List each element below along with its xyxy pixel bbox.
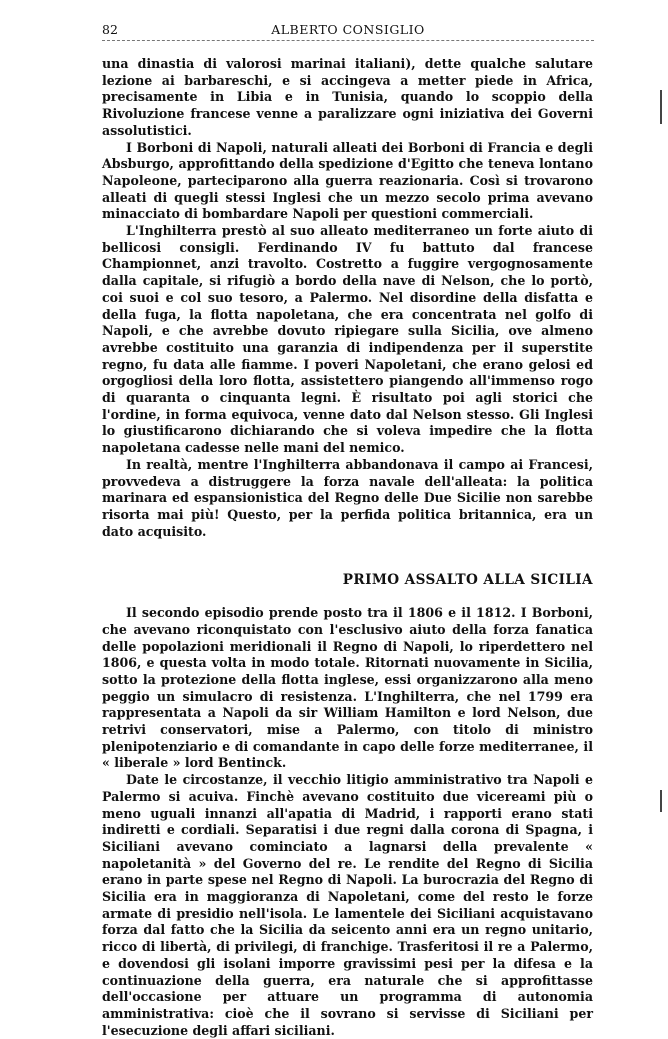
paragraph: L'Inghilterra prestò al suo alleato mediterraneo un forte aiuto di bellicosi consigli. Ferdinando IV fu battuto dal francese Championnet, anzi travolto. Costretto a fuggire vergognosamente dalla capitale, si rifugiò a bordo della nave di Nelson, che lo portò, coi suoi e col suo tesoro, a Palermo. Nel disordine della disfatta e della fuga, la flotta napoletana, che era concentrata nel golfo di Napoli, e che avrebbe dovuto ripiegare sulla Sicilia, ove almeno avrebbe costituito una garanzia di indipendenza per il superstite regno, fu data alle fiamme. I poveri Napoletani, che erano gelosi ed orgogliosi della loro flotta, assistettero piangendo all'immenso rogo di quaranta o cinquanta legni. È risultato poi agli storici che l'ordine, in forma equivoca, venne dato dal Nelson stesso. Gli Inglesi lo giustificarono dichiarando che si voleva impedire che la flotta napoletana cadesse nelle mani del nemico. xyxy=(102,223,593,456)
paragraph: Date le circostanze, il vecchio litigio amministrativo tra Napoli e Palermo si acuiva. Finchè avevano costituito due vicereami più o meno uguali innanzi all'apatia di Madrid, i rapporti erano stati indiretti e cordiali. Separatisi i due regni dalla corona di Spagna, i Siciliani avevano cominciato a lagnarsi della prevalente « napoletanità » del Governo del re. Le rendite del Regno di Sicilia erano in parte spese nel Regno di Napoli. La burocrazia del Regno di Sicilia era in maggioranza di Napoletani, come del resto le forze armate di presidio nell'isola. Le lamentele dei Siciliani acquistavano forza dal fatto che la Sicilia da seicento anni era un regno unitario, ricco di libertà, di privilegi, di franchige. Trasferitosi il re a Palermo, e dovendosi gli isolani imporre gravissimi pesi per la difesa e la continuazione della guerra, era naturale che si approfittasse dell'occasione per attuare un programma di autonomia amministrativa: cioè che il sovrano si servisse di Siciliani per l'esecuzione degli affari siciliani. xyxy=(102,772,593,1038)
page-number: 82 xyxy=(102,22,118,37)
paragraph: In realtà, mentre l'Inghilterra abbandonava il campo ai Francesi, provvedeva a distruggere la forza navale dell'alleata: la politica marinara ed espansionistica del Regno delle Due Sicilie non sarebbe risorta mai più! Questo, per la perfida politica britannica, era un dato acquisito. xyxy=(102,456,593,539)
paragraph: una dinastia di valorosi marinai italiani), dette qualche salutare lezione ai barbareschi, e si accingeva a metter piede in Africa, precisamente in Libia e in Tunisia, quando lo scoppio della Rivoluzione francese venne a paralizzare ogni iniziativa dei Governi assolutistici. xyxy=(102,56,593,138)
body-text xyxy=(102,56,593,1039)
page-header xyxy=(102,22,594,41)
scan-edge-mark xyxy=(660,790,662,812)
section-title: PRIMO ASSALTO ALLA SICILIA xyxy=(342,572,593,589)
paragraph: Il secondo episodio prende posto tra il 1806 e il 1812. I Borboni, che avevano riconquistato con l'esclusivo aiuto della forza fanatica delle popolazioni meridionali il Regno di Napoli, lo riperdettero nel 1806, e questa volta in modo totale. Ritornati nuovamente in Sicilia, sotto la protezione della flotta inglese, essi organizzarono alla meno peggio un simulacro di resistenza. L'Inghilterra, che nel 1799 era rappresentata a Napoli da sir William Hamilton e lord Nelson, due retrivi conservatori, mise a Palermo, con titolo di ministro plenipotenziario e di comandante in capo delle forze mediterranee, il « liberale » lord Bentinck. xyxy=(102,605,593,771)
scan-edge-mark xyxy=(660,90,662,124)
running-title: ALBERTO CONSIGLIO xyxy=(271,22,425,37)
paragraph: I Borboni di Napoli, naturali alleati dei Borboni di Francia e degli Absburgo, approfittando della spedizione d'Egitto che teneva lontano Napoleone, parteciparono alla guerra reazionaria. Così si trovarono alleati di quegli stessi Inglesi che un mezzo secolo prima avevano minacciato di bombardare Napoli per questioni commerciali. xyxy=(102,139,593,222)
